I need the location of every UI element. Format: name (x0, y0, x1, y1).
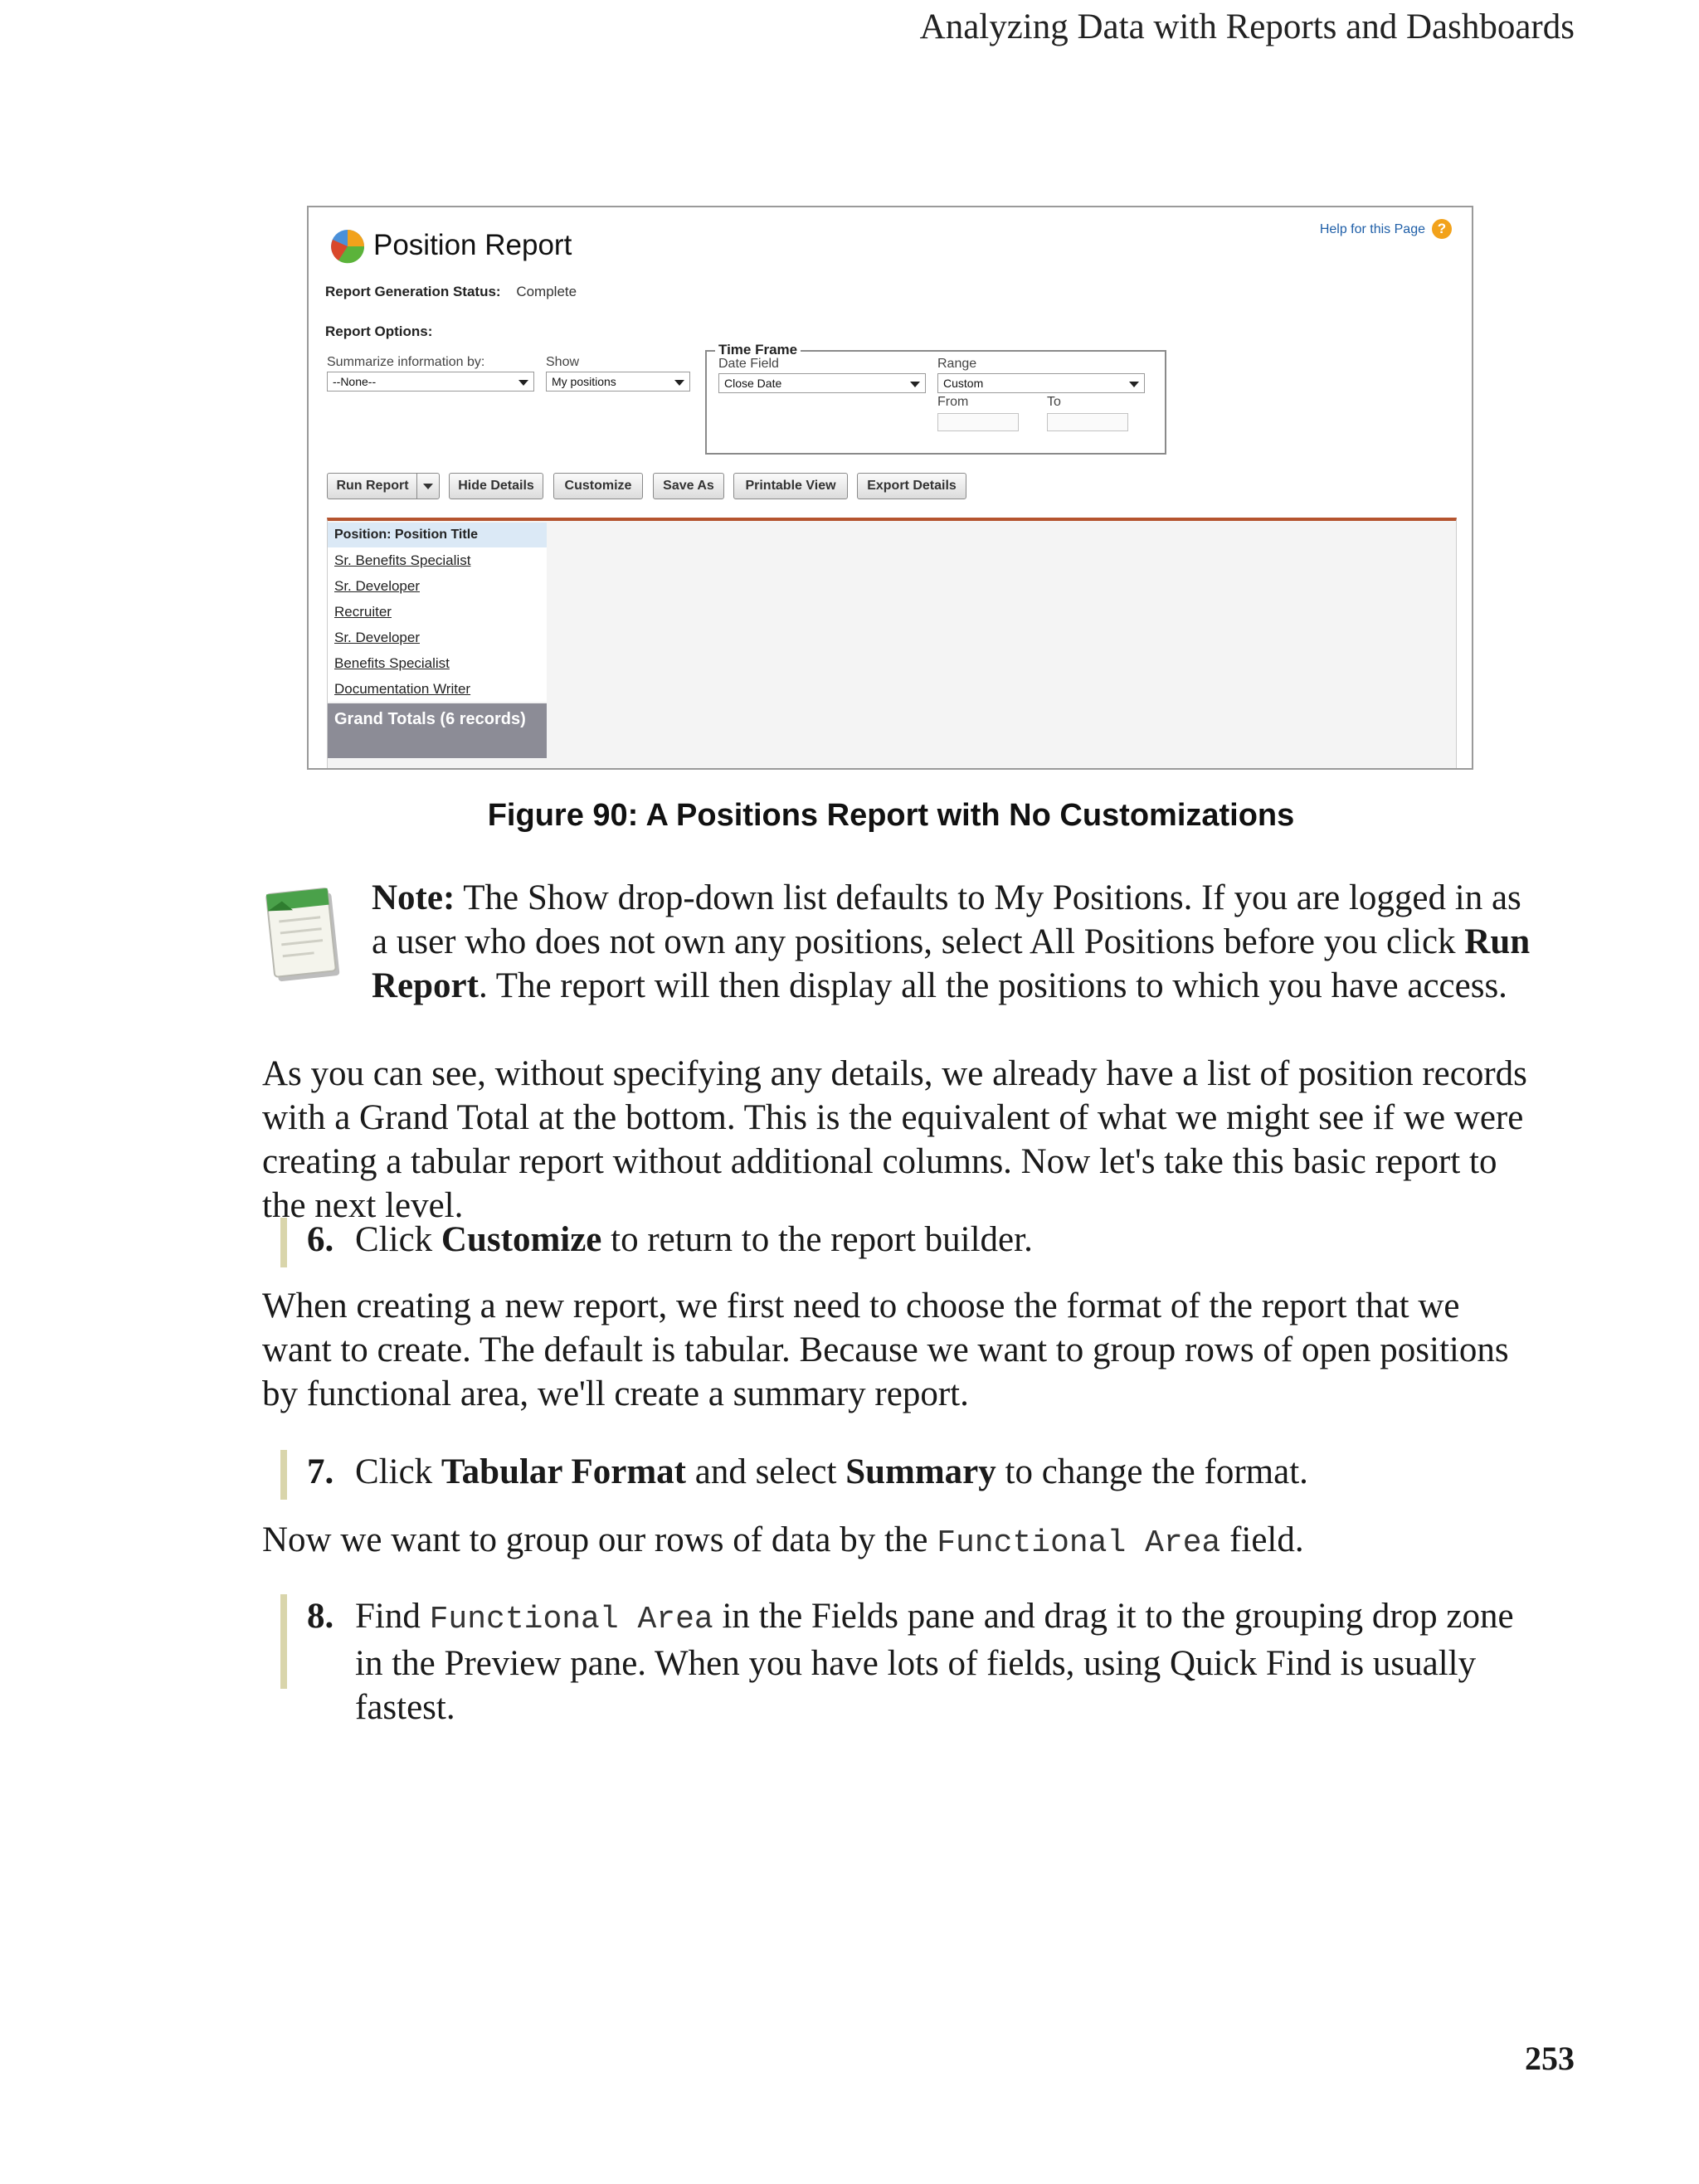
show-select[interactable] (546, 372, 690, 392)
time-frame-group (705, 342, 1166, 455)
hide-details-button[interactable]: Hide Details (449, 473, 543, 499)
paragraph: Now we want to group our rows of data by the Functional Area field. (262, 1520, 1304, 1561)
list-item[interactable]: Sr. Developer (334, 578, 420, 594)
status-label: Report Generation Status: (325, 284, 501, 299)
list-item[interactable]: Sr. Developer (334, 630, 420, 645)
chevron-down-icon (423, 484, 433, 489)
list-item[interactable]: Sr. Benefits Specialist (334, 552, 471, 568)
summarize-label: Summarize information by: (327, 355, 485, 369)
column-header[interactable]: Position: Position Title (328, 523, 547, 547)
customize-button[interactable]: Customize (553, 473, 643, 499)
show-value: My positions (552, 375, 616, 388)
list-item[interactable]: Documentation Writer (334, 681, 471, 697)
page-number: 253 (1525, 2040, 1575, 2077)
note-body: The Show drop-down list defaults to My Positions. If you are logged in as a user who does not own any positions, select All Positions before you click (372, 878, 1521, 961)
report-logo-icon (329, 227, 367, 265)
results-list (328, 547, 547, 702)
status-value: Complete (516, 284, 577, 299)
help-icon[interactable]: ? (1432, 219, 1452, 239)
range-value: Custom (943, 377, 984, 390)
save-as-button[interactable]: Save As (653, 473, 724, 499)
from-label: From (937, 395, 969, 409)
list-item[interactable]: Benefits Specialist (334, 655, 450, 671)
list-item[interactable]: Recruiter (334, 604, 392, 620)
help-link[interactable]: Help for this Page (1319, 222, 1425, 236)
chevron-down-icon (910, 382, 920, 387)
report-title: Position Report (373, 229, 572, 261)
step-text: Click Customize to return to the report builder. (355, 1220, 1033, 1259)
report-screenshot (307, 206, 1473, 770)
step-6 (280, 1218, 1526, 1267)
step-number: 7. (307, 1452, 334, 1491)
grand-totals: Grand Totals (6 records) (328, 703, 547, 758)
from-date-input[interactable] (937, 413, 1019, 431)
summarize-select[interactable] (327, 372, 534, 392)
report-status (325, 284, 577, 300)
note-icon (262, 879, 345, 987)
report-options-label: Report Options: (325, 323, 433, 339)
show-label: Show (546, 355, 580, 369)
code-functional-area: Functional Area (937, 1525, 1221, 1561)
chevron-down-icon (518, 380, 528, 386)
time-frame-label: Time Frame (715, 342, 801, 358)
step-number: 8. (307, 1597, 334, 1636)
note-text (372, 876, 1533, 1008)
date-field-select[interactable] (718, 373, 926, 393)
step-text: Click Tabular Format and select Summary to change the format. (355, 1452, 1308, 1491)
export-details-button[interactable]: Export Details (857, 473, 966, 499)
step-7 (280, 1450, 1526, 1500)
summarize-value: --None-- (333, 375, 377, 388)
range-select[interactable] (937, 373, 1145, 393)
step-8 (280, 1594, 1526, 1727)
step-text: Find Functional Area in the Fields pane and drag it to the grouping drop zone in the Preview pane. When you have lots of fields, using Quick Find is usually fastest. (355, 1597, 1514, 1727)
run-report-label: Run Report (336, 479, 409, 493)
run-report-button[interactable] (327, 473, 440, 499)
date-field-value: Close Date (724, 377, 782, 390)
chevron-down-icon (1129, 382, 1139, 387)
chevron-down-icon (674, 380, 684, 386)
paragraph: As you can see, without specifying any details, we already have a list of position records with a Grand Total at the bottom. This is the equivalent of what we might see if we were creating a tabular report without additional columns. Now let's take this basic report to the next level. (262, 1054, 1527, 1225)
date-field-label: Date Field (718, 357, 779, 371)
running-header: Analyzing Data with Reports and Dashboards (919, 7, 1575, 46)
run-report-menu-toggle[interactable] (416, 474, 439, 499)
note-body-end: . The report will then display all the positions to which you have access. (478, 966, 1507, 1005)
note-label: Note: (372, 878, 455, 917)
to-label: To (1047, 395, 1061, 409)
paragraph: When creating a new report, we first need to choose the format of the report that we want to create. The default is tabular. Because we want to group rows of open positions by functional area, we'll create a summary report. (262, 1287, 1509, 1413)
range-label: Range (937, 357, 977, 371)
to-date-input[interactable] (1047, 413, 1128, 431)
figure-caption: Figure 90: A Positions Report with No Customizations (487, 798, 1295, 833)
report-results-panel (327, 518, 1457, 768)
step-number: 6. (307, 1220, 334, 1259)
note-bold: Run Report (372, 922, 1531, 1005)
printable-view-button[interactable]: Printable View (733, 473, 848, 499)
